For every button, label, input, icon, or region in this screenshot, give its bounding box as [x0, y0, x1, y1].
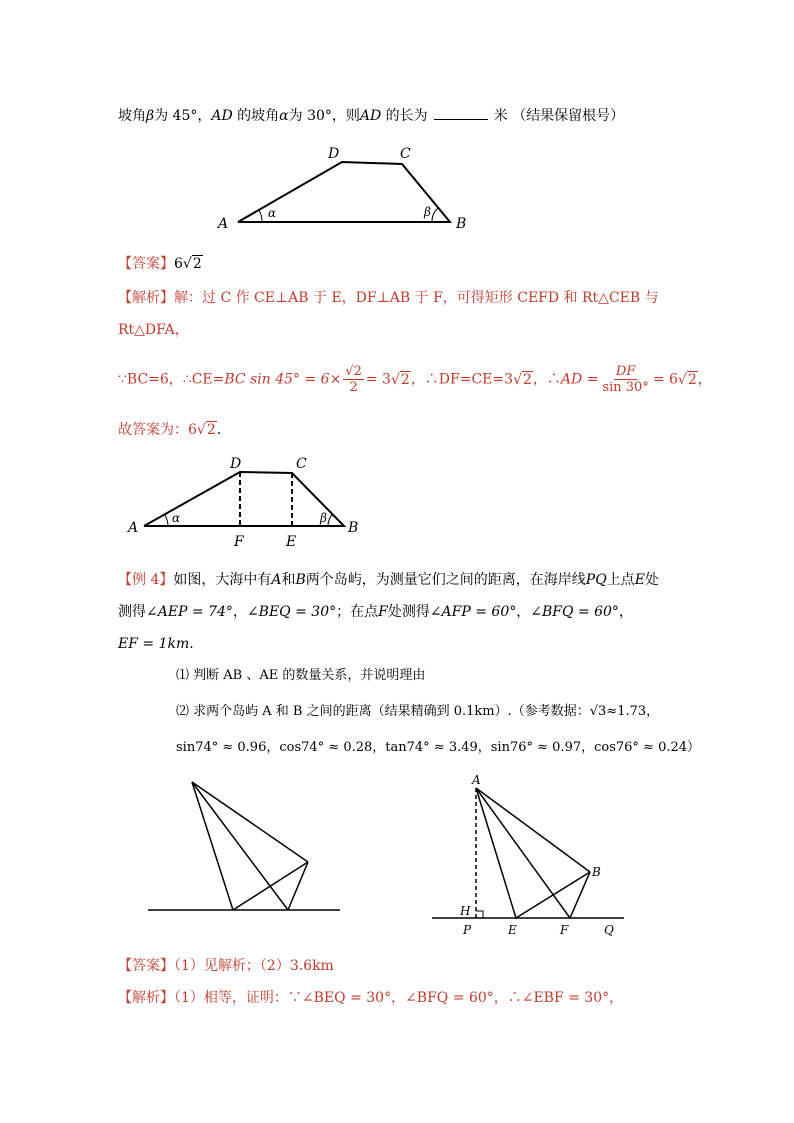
radicand: 2: [192, 256, 202, 272]
answer-tag: 【答案】: [118, 256, 174, 272]
radicand: 2: [687, 371, 697, 388]
angle-bfq: ∠BFQ = 60°: [530, 604, 619, 620]
example-text: 和: [281, 572, 296, 588]
islands-figure-labeled: [428, 770, 638, 940]
label-beta: β: [320, 511, 327, 525]
label-d: D: [230, 456, 242, 472]
formula-segment: AD =: [560, 371, 599, 388]
analysis-text: 故答案为：: [118, 422, 188, 438]
analysis-text: ，: [697, 371, 712, 388]
formula-segment: 6: [188, 422, 197, 438]
text-segment: 的坡角: [232, 108, 280, 124]
sqrt-expression: √2: [390, 371, 410, 388]
example-line-3: [118, 634, 194, 654]
angle-afp: ∠AFP = 60°: [429, 604, 517, 620]
label-b: B: [348, 520, 359, 536]
sub-question-2: ⑵ 求两个岛屿 A 和 B 之间的距离（结果精确到 0.1km）.（参考数据：√3≈1.73，: [176, 704, 660, 719]
example-tag: 【例 4】: [118, 572, 174, 588]
label-alpha: α: [172, 511, 181, 525]
reference-data: sin74° ≈ 0.96，cos74° ≈ 0.28，tan74° ≈ 3.49，sin76° ≈ 0.97，cos76° ≈ 0.24）: [176, 740, 701, 755]
fraction-denominator: 2: [349, 380, 358, 395]
point-f: F: [378, 604, 388, 620]
sqrt-expression: √2: [196, 422, 216, 438]
answer-blank: [434, 107, 488, 120]
analysis-text: Rt△DFA，: [118, 322, 189, 338]
sqrt-expression: √2: [677, 371, 697, 388]
text-segment: 为 30°，则: [288, 108, 360, 124]
label-f: F: [234, 534, 244, 550]
label-h: H: [460, 904, 471, 918]
alpha-symbol: α: [279, 108, 289, 124]
angle-aep: ∠AEP = 74°: [146, 604, 233, 620]
line-pq: PQ: [585, 572, 607, 588]
example-text: 上点: [606, 572, 635, 588]
label-c: C: [400, 146, 411, 162]
label-b: B: [456, 216, 467, 232]
analysis-line-4: [118, 420, 221, 440]
fraction-sqrt2-over-2: [343, 364, 364, 395]
answer-value: （1）见解析；（2）3.6km: [174, 958, 334, 974]
example-line-2: [118, 602, 633, 622]
punctuation: ，: [232, 604, 247, 620]
analysis-text: 解：过 C 作 CE⊥AB 于 E，DF⊥AB 于 F，可得矩形 CEFD 和 Rt△CEB 与: [174, 290, 659, 306]
formula-segment: 3: [504, 371, 514, 388]
formula-segment: BC sin 45° = 6×: [224, 371, 342, 388]
point-e: E: [634, 572, 645, 588]
example-text: 两个岛屿，为测量它们之间的距离，在海岸线: [305, 572, 586, 588]
label-beta: β: [424, 205, 431, 219]
example-text: 处测得: [387, 604, 430, 620]
label-a: A: [218, 216, 229, 232]
label-b: B: [592, 865, 601, 879]
segment-ad: AD: [359, 108, 382, 124]
analysis-line-3: [118, 364, 712, 395]
fraction-numerator: DF: [615, 364, 636, 379]
label-e: E: [508, 923, 517, 937]
analysis-line-1: [118, 288, 659, 308]
text-segment: 为 45°，: [154, 108, 212, 124]
label-q: Q: [604, 923, 614, 937]
islands-figure-unlabeled: [140, 772, 350, 922]
sub-question-1: ⑴ 判断 AB 、AE 的数量关系，并说明理由: [176, 668, 426, 683]
sqrt-expression: √2: [513, 371, 532, 388]
analysis-line: [118, 988, 623, 1008]
label-f: F: [560, 923, 569, 937]
segment-ad: AD: [211, 108, 233, 124]
punctuation: ，: [618, 604, 633, 620]
analysis-text: ∵BC=6，∴CE=: [118, 371, 225, 388]
fraction-numerator: √2: [345, 364, 362, 379]
trapezoid-perpendicular-figure: [120, 452, 370, 552]
label-a: A: [472, 773, 481, 787]
question-text: [118, 106, 624, 126]
label-a: A: [128, 520, 139, 536]
example-text: 测得: [118, 604, 146, 620]
label-c: C: [296, 456, 307, 472]
point-b: B: [295, 572, 306, 588]
label-e: E: [286, 534, 297, 550]
beta-symbol: β: [146, 108, 155, 124]
formula-segment: = 3: [365, 371, 391, 388]
fraction-denominator: sin 30°: [602, 380, 649, 395]
angle-beq: ∠BEQ = 30°: [246, 604, 337, 620]
analysis-tag: 【解析】: [118, 990, 174, 1006]
example-text: 如图，大海中有: [173, 572, 272, 588]
answer-tag: 【答案】: [118, 958, 174, 974]
example-text: 处: [644, 572, 659, 588]
label-p: P: [463, 923, 472, 937]
distance-ef: EF = 1km: [118, 636, 190, 652]
formula-segment: = 6: [652, 371, 678, 388]
answer-line: [118, 956, 334, 976]
example-text: ；在点: [336, 604, 379, 620]
analysis-tag: 【解析】: [118, 290, 174, 306]
punctuation: .: [189, 636, 194, 652]
example-line-1: [118, 570, 659, 590]
answer-line: [118, 254, 203, 274]
analysis-text: ，∴DF=CE=: [410, 371, 505, 388]
analysis-text: ，∴: [532, 371, 561, 388]
punctuation: ，: [516, 604, 531, 620]
fraction-df-over-sin30: [600, 364, 650, 395]
sqrt-expression: √2: [182, 256, 202, 272]
analysis-text: .: [216, 422, 222, 438]
analysis-line-2: [118, 320, 189, 340]
text-segment: 坡角: [118, 108, 146, 124]
label-alpha: α: [268, 206, 277, 220]
trapezoid-figure: [210, 140, 480, 240]
text-segment: 的长为: [381, 108, 428, 124]
point-a: A: [271, 572, 282, 588]
analysis-text: （1）相等，证明：∵∠BEQ = 30°，∠BFQ = 60°，∴∠EBF = 30°，: [174, 990, 624, 1006]
text-segment: 米 （结果保留根号）: [493, 108, 625, 124]
answer-value: 6: [174, 256, 183, 272]
label-d: D: [328, 146, 340, 162]
